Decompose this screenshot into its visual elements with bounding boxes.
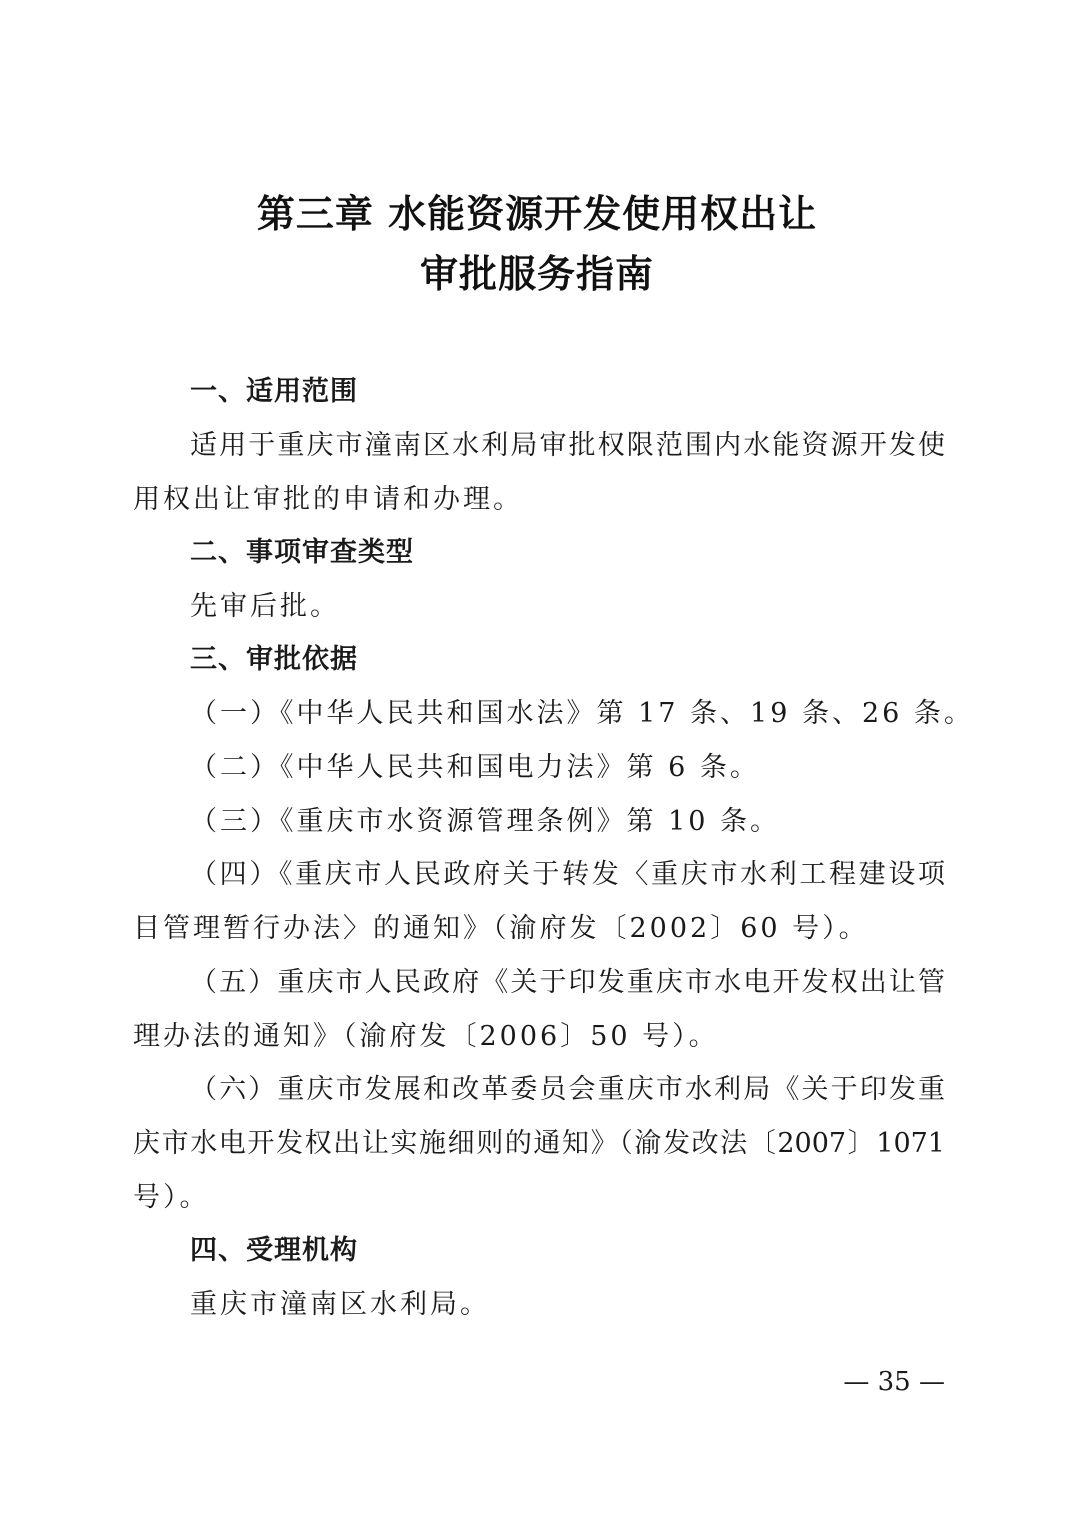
scope-paragraph-line-1: 适用于重庆市潼南区水利局审批权限范围内水能资源开发使 [190, 430, 945, 461]
basis-item-5-line-1: （五）重庆市人民政府《关于印发重庆市水电开发权出让管 [190, 967, 945, 998]
basis-item-2: （二）《中华人民共和国电力法》第 6 条。 [190, 752, 760, 783]
section-heading-accepting-agency: 四、受理机构 [190, 1235, 358, 1266]
accepting-agency-paragraph: 重庆市潼南区水利局。 [190, 1289, 490, 1320]
basis-item-6-line-1: （六）重庆市发展和改革委员会重庆市水利局《关于印发重 [190, 1074, 945, 1105]
section-heading-basis: 三、审批依据 [190, 644, 358, 675]
basis-item-3: （三）《重庆市水资源管理条例》第 10 条。 [190, 806, 781, 837]
basis-item-5-line-2: 理办法的通知》（渝府发〔2006〕50 号）。 [133, 1021, 719, 1052]
page-title-line-2: 审批服务指南 [419, 252, 654, 296]
section-heading-review-type: 二、事项审查类型 [190, 537, 414, 568]
review-type-paragraph: 先审后批。 [190, 591, 340, 622]
scope-paragraph-line-2: 用权出让审批的申请和办理。 [133, 484, 523, 515]
basis-item-6-line-2: 庆市水电开发权出让实施细则的通知》（渝发改法〔2007〕1071 [133, 1128, 945, 1159]
basis-item-6-line-3: 号）。 [133, 1182, 210, 1213]
basis-item-4-line-1: （四）《重庆市人民政府关于转发〈重庆市水利工程建设项 [190, 859, 945, 890]
page-number: — 35 — [843, 1367, 945, 1397]
basis-item-4-line-2: 目管理暂行办法〉的通知》（渝府发〔2002〕60 号）。 [133, 913, 869, 944]
basis-item-1: （一）《中华人民共和国水法》第 17 条、19 条、26 条。 [190, 698, 974, 729]
section-heading-scope: 一、适用范围 [190, 376, 358, 407]
page-title-line-1: 第三章 水能资源开发使用权出让 [256, 192, 818, 236]
